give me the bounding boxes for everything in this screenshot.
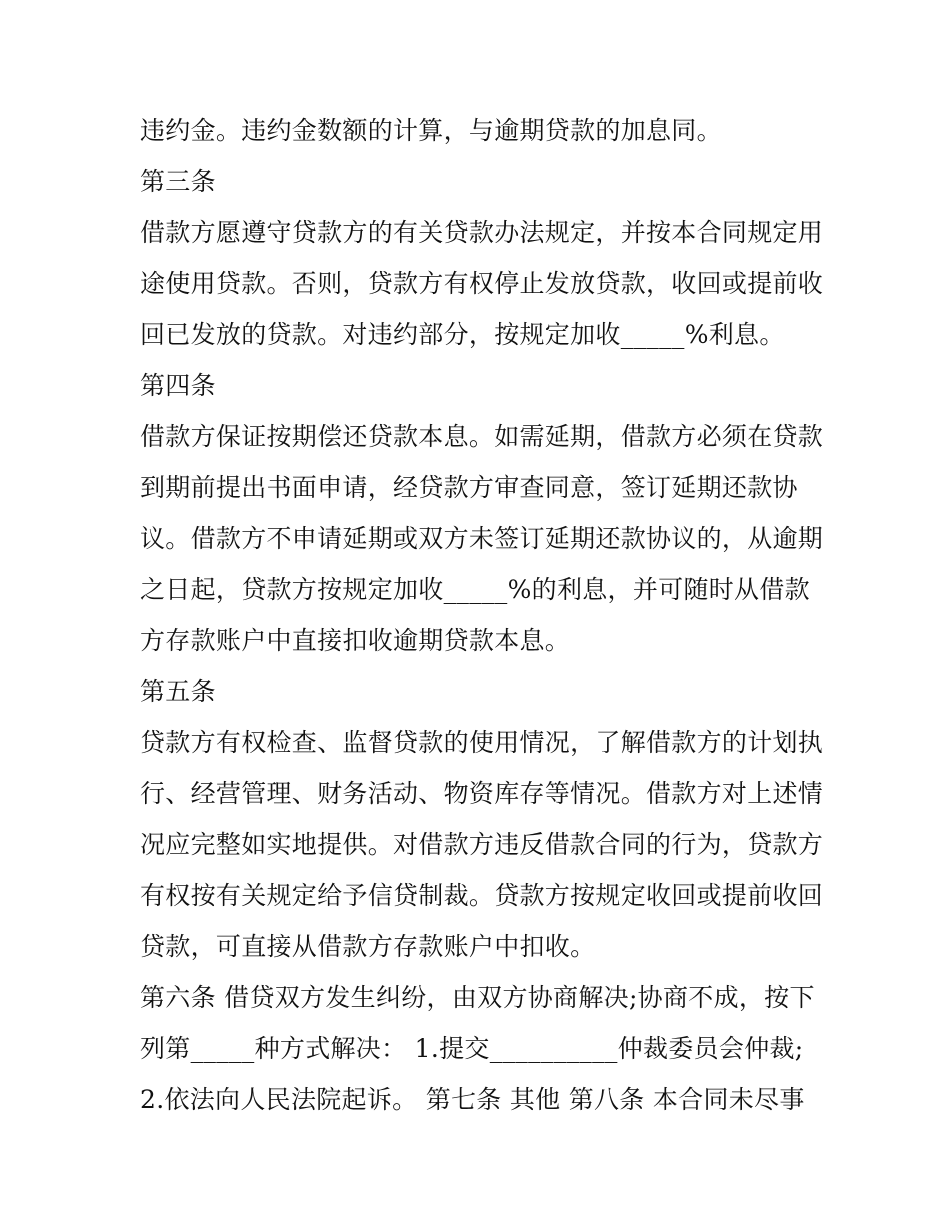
text-line: 2.依法向人民法院起诉。 第七条 其他 第八条 本合同未尽事 — [140, 1085, 805, 1114]
text-line: 途使用贷款。否则，贷款方有权停止发放贷款，收回或提前收 — [140, 269, 824, 298]
text-line: 况应完整如实地提供。对借款方违反借款合同的行为，贷款方 — [140, 830, 824, 859]
text-line: 借款方愿遵守贷款方的有关贷款办法规定，并按本合同规定用 — [140, 218, 824, 247]
section-heading: 第四条 — [140, 371, 216, 400]
text-line: 违约金。违约金数额的计算，与逾期贷款的加息同。 — [140, 116, 722, 145]
section-heading: 第三条 — [140, 167, 216, 196]
text-line: 借款方保证按期偿还贷款本息。如需延期，借款方必须在贷款 — [140, 422, 824, 451]
text-line: 之日起，贷款方按规定加收_____%的利息，并可随时从借款 — [140, 575, 810, 604]
text-line: 回已发放的贷款。对违约部分，按规定加收_____%利息。 — [140, 320, 785, 349]
text-line: 议。借款方不申请延期或双方未签订延期还款协议的，从逾期 — [140, 524, 824, 553]
text-line: 到期前提出书面申请，经贷款方审查同意，签订延期还款协 — [140, 473, 798, 502]
text-line: 贷款方有权检查、监督贷款的使用情况，了解借款方的计划执 — [140, 728, 824, 757]
text-line: 列第_____种方式解决： 1.提交__________仲裁委员会仲裁; — [140, 1034, 804, 1063]
section-heading: 第五条 — [140, 677, 216, 706]
text-line: 贷款，可直接从借款方存款账户中扣收。 — [140, 932, 596, 961]
document-body — [140, 105, 830, 1125]
text-line: 行、经营管理、财务活动、物资库存等情况。借款方对上述情 — [140, 779, 824, 808]
text-line: 有权按有关规定给予信贷制裁。贷款方按规定收回或提前收回 — [140, 881, 824, 910]
text-line: 方存款账户中直接扣收逾期贷款本息。 — [140, 626, 571, 655]
text-line: 第六条 借贷双方发生纠纷，由双方协商解决;协商不成，按下 — [140, 983, 815, 1012]
